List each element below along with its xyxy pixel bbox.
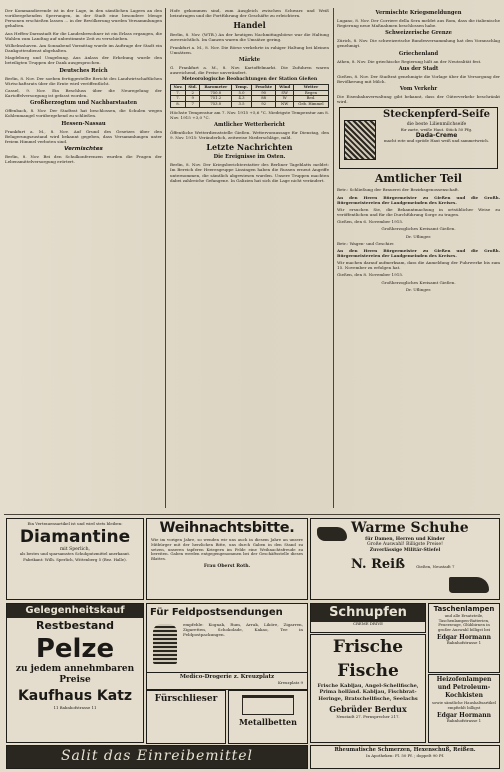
weather-cell: 92 bbox=[251, 102, 276, 108]
warme-schuhe-ad bbox=[310, 518, 500, 600]
article-paragraph: An den Herrn Bürgermeister zu Gießen und die Großh. Bürgermeistereien der Landgemeinden des Kreises. bbox=[337, 194, 500, 205]
ad-address: Bahnhofstrasse 1 bbox=[446, 718, 482, 724]
boot-icon bbox=[449, 577, 489, 593]
article-paragraph: Frankfurt a. M., 8. Nov. Die Börse verkehrte in ruhiger Haltung bei kleinen Umsätzen. bbox=[170, 44, 329, 55]
column-left bbox=[5, 8, 162, 512]
section-heading: Aus der Stadt bbox=[398, 65, 439, 72]
section-heading: Amtlicher Teil bbox=[374, 172, 463, 186]
diamantine-ad bbox=[6, 518, 144, 600]
section-heading: Hessen-Nassau bbox=[61, 120, 106, 127]
ad-line: Ein Vertrauensartikel ist und wird stets bleiben: bbox=[27, 521, 123, 526]
weather-cell: 9 bbox=[186, 96, 200, 102]
weather-header-cell: Feuchte bbox=[251, 85, 276, 91]
column-rule bbox=[165, 8, 166, 508]
shoe-icon bbox=[317, 527, 347, 541]
ad-text: empfehle: Kognak, Rum, Arrak, Liköre, Zigarren, Zigaretten, Schokolade, Kakao, Tee in Feldpostpackungen. bbox=[183, 622, 303, 638]
ad-title: Salit das Einreibemittel bbox=[60, 748, 254, 764]
ad-line: CRÈME DRIVE bbox=[352, 621, 384, 626]
ad-line: mit Sperlich, bbox=[59, 546, 91, 552]
ad-text: Frische Kabljau, Angel-Schellfische, Prima holländ. Kabljau, Fischbrat-Heringe, Bratschellfische, Seelachs bbox=[317, 683, 419, 702]
article-paragraph: Lugano, 8. Nov. Der Corriere della Sera meldet aus Rom, dass die italienische Regierung neue Maßnahmen beschlossen habe. bbox=[337, 18, 500, 29]
article-paragraph: Zürich, 8. Nov. Die schweizerische Bundesversammlung hat den Voranschlag genehmigt. bbox=[337, 38, 500, 49]
weather-cell: 88 bbox=[251, 96, 276, 102]
article-paragraph: An den Herrn Bürgermeister zu Gießen und die Großh. Bürgermeistereien der Landgemeinden des Kreises. bbox=[337, 247, 500, 258]
pelze-katz-ad bbox=[6, 603, 144, 743]
weather-cell: 751.2 bbox=[200, 96, 232, 102]
ad-line: Dada-Creme bbox=[415, 132, 458, 140]
taschenlampen-ad bbox=[428, 603, 500, 673]
fuerschlieser-ad bbox=[146, 690, 226, 744]
ad-name: Gebrüder Berdux bbox=[329, 704, 407, 715]
ad-address: Kreuzplatz 9 bbox=[277, 680, 303, 685]
ad-text: und alle Ersatzteile, Taschenlampen-Batterien, Feuerzeuge, Glühbirnen in großer Auswahl billigst bei bbox=[437, 613, 491, 632]
weather-cell: 7. bbox=[171, 90, 186, 96]
ad-title: Steckenpferd-Seife bbox=[383, 109, 490, 121]
article-paragraph: Offenbach, 8. Nov. Der Stadtrat hat beschlossen, die Schulen wegen Kohlenmangel vorübergehend zu schließen. bbox=[5, 108, 162, 119]
ad-address: Gießen, Neustadt 7 bbox=[416, 564, 455, 570]
ad-line: für zarte, weiße Haut. Stück 50 Pfg. bbox=[400, 126, 473, 132]
rheuma-ad bbox=[310, 745, 500, 769]
weather-table bbox=[170, 84, 329, 107]
weather-cell: 5.0 bbox=[232, 90, 252, 96]
frische-fische-ad bbox=[310, 634, 426, 743]
ad-text: Wie im vorigen Jahre, so wenden wir uns auch in diesem Jahre an unsere Mitbürger mit der herzlichen Bitte, uns durch Gaben in den Stand zu setzen, unseren tapferen Kriegern im Felde eine Weihnachtsfreude zu bereiten. Gaben werden entgegengenommen bei der Geschäftsstelle dieses Blattes. bbox=[151, 537, 303, 562]
weather-table-title: Meteorologische Beobachtungen der Station Gießen bbox=[181, 77, 318, 83]
ad-title: Für Feldpostsendungen bbox=[150, 607, 283, 618]
article-paragraph: Frankfurt a. M., 8. Nov. Auf Grund des Gesetzes über den Belagerungszustand wird bekannt gegeben, dass Versammlungen unter freiem Himmel verboten sind. bbox=[5, 128, 162, 144]
weather-header-cell: Wetter bbox=[293, 85, 328, 91]
ad-signature: Frau Oberst Roth. bbox=[203, 563, 251, 569]
soap-icon bbox=[344, 120, 376, 160]
article-paragraph: Wir ersuchen Sie, die Bekanntmachung in ortsüblicher Weise zu veröffentlichen und für die Durchführung Sorge zu tragen. bbox=[337, 206, 500, 218]
ad-name: Edgar Hormann bbox=[437, 712, 491, 720]
weather-cell: 3.5 bbox=[232, 102, 252, 108]
ad-title: Diamantine bbox=[19, 526, 131, 547]
weather-header-cell: Std. bbox=[186, 85, 200, 91]
article-paragraph: Berlin, 8. Nov. Der Kriegsberichterstatter des Berliner Tageblatts meldet: Im Bereich der Heeresgruppe Linsingen haben die Russen erneut Angriffe unternommen, die sämtlich abgewiesen wurden. Unsere Truppen machten dabei zahlreiche Gefangene. In Galizien hat sich die Lage nicht verändert. bbox=[170, 162, 329, 183]
section-heading: Schweizerische Grenze bbox=[385, 30, 452, 37]
weather-header-cell: Nov. bbox=[171, 85, 186, 91]
article-paragraph: Magdeburg und Umgebung. Aus Anlass der Erhebung wurde den beteiligten Truppen der Dank ausgesprochen. bbox=[5, 55, 162, 66]
weather-cell: 8. bbox=[171, 102, 186, 108]
weather-note: Höchste Temperatur am 7. Nov. 1915 +5,6 °C. Niedrigste Temperatur am 8. Nov. 1915 +3,0 °C. bbox=[170, 109, 329, 120]
ad-line: In Apotheken: Fl. 50 Pf. ; doppelt 90 Pf. bbox=[365, 753, 445, 758]
ad-line: Restbestand bbox=[35, 619, 114, 632]
signature-date: Gießen, den 6. November 1915. bbox=[337, 219, 404, 225]
ad-title: Fürschlieser bbox=[154, 694, 218, 704]
ad-address: Neustadt 27. Fernsprecher 217. bbox=[336, 714, 400, 720]
weihnachtsbitte-ad bbox=[146, 518, 308, 600]
ad-title: Taschenlampen bbox=[433, 605, 495, 613]
article-paragraph: Aus Heffen-Darmstadt für die Landesbewohner ist ein Erlass ergangen, die Wahlen zum Landtag auf unbestimmte Zeit zu verschieben. bbox=[5, 30, 162, 41]
signature-name: Dr. Uflinger. bbox=[405, 233, 432, 239]
article-paragraph: Hofe gekommen sind, zum Ausgleich zwischen Schwarz und Weiß beizutragen und die Fortführung der Geschäfte zu erleichtern. bbox=[170, 8, 329, 19]
article-paragraph: Berlin, 8. Nov. Bei den Schulkonferenzen wurden die Fragen der Lebensmittelversorgung erörtert. bbox=[5, 153, 162, 165]
weather-cell: Bed. bbox=[293, 96, 328, 102]
article-paragraph: Die Eisenbahnverwaltung gibt bekannt, dass der Güterverkehr beschränkt wird. bbox=[337, 94, 500, 105]
ad-line: macht rote und spröde Haut weiß und sammetweich. bbox=[383, 138, 490, 144]
ad-title: Weihnachtsbitte. bbox=[159, 520, 295, 536]
ad-title: Gelegenheitskauf bbox=[7, 604, 143, 618]
ad-line: Große Auswahl! Billigste Preise! bbox=[367, 542, 443, 548]
section-heading: Griechenland bbox=[398, 50, 439, 57]
signature-name: Dr. Uflinger. bbox=[405, 286, 432, 292]
soldier-icon bbox=[153, 624, 177, 664]
ad-name: N. Reiß bbox=[351, 557, 405, 573]
ad-title: Heizofenlampen und Petroleum-Kochkisten bbox=[436, 676, 492, 699]
section-heading: Märkte bbox=[238, 56, 261, 63]
article-paragraph: Berlin, 8. Nov. (WTB.) An der heutigen Nachmittagsbörse war die Haltung zuversichtlich. Im Ganzen waren die Umsätze gering. bbox=[170, 32, 329, 43]
weather-cell: NW bbox=[276, 102, 293, 108]
section-heading: Amtlicher Wetterbericht bbox=[213, 121, 286, 128]
ad-title: Schnupfen bbox=[311, 604, 425, 622]
section-heading: Vom Verkehr bbox=[399, 86, 438, 93]
weather-cell: 4.3 bbox=[232, 96, 252, 102]
medico-drogerie-ad bbox=[146, 672, 308, 690]
ad-address: Bahnhofstrasse 1 bbox=[446, 640, 482, 646]
ad-line: zu jedem annehmbaren Preise bbox=[15, 664, 135, 685]
weather-header-cell: Barometer bbox=[200, 85, 232, 91]
article-paragraph: G. Frankfurt a. M., 8. Nov. Kartoffelmarkt. Die Zufuhren waren ausreichend, die Preise unverändert. bbox=[170, 64, 329, 76]
weather-cell: 90 bbox=[251, 90, 276, 96]
ad-title: Metallbetten bbox=[239, 717, 297, 727]
ad-line: Fabrikant: Wilh. Sperlich, Wittenberg 5 (Bez. Halle). bbox=[23, 556, 127, 562]
ad-line: Zuverlässige Militär-Stiefel bbox=[369, 547, 441, 553]
ad-text: sowie sämtliche Haushaltsartikel empfiehlt billigst bbox=[432, 700, 496, 710]
ad-title: Rheumatische Schmerzen, Hexenschuß, Reißen. bbox=[334, 747, 476, 753]
ad-title: Medico-Drogerie z. Kreuzplatz bbox=[179, 674, 275, 680]
ad-line: als bestes und sparsamstes Schuhputzmittel anerkannt. bbox=[19, 551, 131, 556]
schnupfen-ad bbox=[310, 603, 426, 633]
article-paragraph: Betr.: Wagen- und Geschirr. bbox=[337, 240, 395, 246]
ad-title: Frische Fische bbox=[332, 637, 404, 681]
section-heading: Deutsches Reich bbox=[59, 67, 108, 74]
section-rule bbox=[4, 514, 500, 515]
section-heading: Großherzogtum und Nachbarstaaten bbox=[29, 100, 138, 107]
signature-org: Großherzogliches Kreisamt Gießen. bbox=[381, 226, 456, 232]
article-paragraph: Berlin, 8. Nov. Der soeben fertiggestellte Bericht des Landwirtschaftlichen Wirtschaftsrats über die Ernte wird veröffentlicht. bbox=[5, 75, 162, 86]
article-paragraph: Athen, 8. Nov. Die griechische Regierung hält an der Neutralität fest. bbox=[337, 58, 482, 64]
weather-cell: W bbox=[276, 96, 293, 102]
article-paragraph: Der Kommandierende ist in der Lage, in den sämtlichen Lagern an den vorübergehenden Sperrungen, in der Stadt eine besondere Menge Personen erschießen lassen ... in der Bevölkerung wurden Versammlungen gehalten. bbox=[5, 8, 162, 29]
steckenpferd-ad bbox=[339, 107, 498, 169]
weather-cell: 7. bbox=[171, 96, 186, 102]
weather-cell: Regen bbox=[293, 90, 328, 96]
section-heading: Vermischtes bbox=[64, 145, 103, 152]
ad-title: Kaufhaus Katz bbox=[17, 688, 133, 704]
weather-header-cell: Temp. bbox=[232, 85, 252, 91]
metallbetten-ad bbox=[228, 690, 308, 744]
article-paragraph: Wir machen darauf aufmerksam, dass die Anmeldung der Fuhrwerke bis zum 15. November zu erfolgen hat. bbox=[337, 260, 500, 271]
weather-cell: SW bbox=[276, 90, 293, 96]
weather-cell: 750.0 bbox=[200, 90, 232, 96]
section-heading: Handel bbox=[233, 20, 266, 31]
weather-cell: 753.0 bbox=[200, 102, 232, 108]
ad-address: 11 Bahnhofstrasse 11 bbox=[53, 705, 97, 710]
signature-org: Großherzogliches Kreisamt Gießen. bbox=[381, 279, 456, 285]
article-paragraph: Öffentliche Wetterdienststelle Gießen. Wettervoraussage für Dienstag, den 9. Nov. 1915: Veränderlich, zeitweise Niederschläge, mild. bbox=[170, 129, 329, 141]
article-paragraph: Wilhelmshaven. Am Sonnabend Vormittag wurde im Auftrage der Stadt ein Dankgottesdienst abgehalten. bbox=[5, 42, 162, 54]
section-heading: Vermischte Kriegsmeldungen bbox=[375, 10, 462, 16]
ad-title: Warme Schuhe bbox=[351, 520, 469, 536]
weather-cell: 7 bbox=[186, 102, 200, 108]
column-right bbox=[337, 8, 500, 512]
article-paragraph: Cassel, 9. Nov. Ein Beschluss über die Neuregelung der Kartoffelversorgung ist gefasst worden. bbox=[5, 87, 162, 99]
section-subheading: Die Ereignisse im Osten. bbox=[213, 154, 286, 161]
column-middle bbox=[170, 8, 329, 512]
signature-date: Gießen, den 8. November 1915. bbox=[337, 272, 404, 278]
ad-line: die beste Lilienmilchseife bbox=[406, 122, 467, 128]
column-rule bbox=[333, 8, 334, 508]
salit-ad bbox=[6, 745, 308, 769]
article-paragraph: Gießen, 8. Nov. Der Stadtrat genehmigte die Vorlage über die Versorgung der Bevölkerung mit Milch. bbox=[337, 73, 500, 84]
heizofen-ad bbox=[428, 674, 500, 743]
weather-header-cell: Wind bbox=[276, 85, 293, 91]
ad-line: für Damen, Herren und Kinder bbox=[365, 537, 445, 542]
ad-name: Edgar Hormann bbox=[437, 634, 491, 642]
article-paragraph: Betr.: Schließung der Brauerei der Bezirksgenossenschaft. bbox=[337, 187, 460, 193]
ad-title: Pelze bbox=[35, 634, 115, 664]
weather-cell: 2 bbox=[186, 90, 200, 96]
bed-icon bbox=[242, 695, 294, 715]
section-heading: Letzte Nachrichten bbox=[206, 142, 293, 153]
weather-cell: Geb. Himmel bbox=[293, 102, 328, 108]
weather-row bbox=[171, 102, 329, 108]
feldpost-ad bbox=[146, 603, 308, 673]
